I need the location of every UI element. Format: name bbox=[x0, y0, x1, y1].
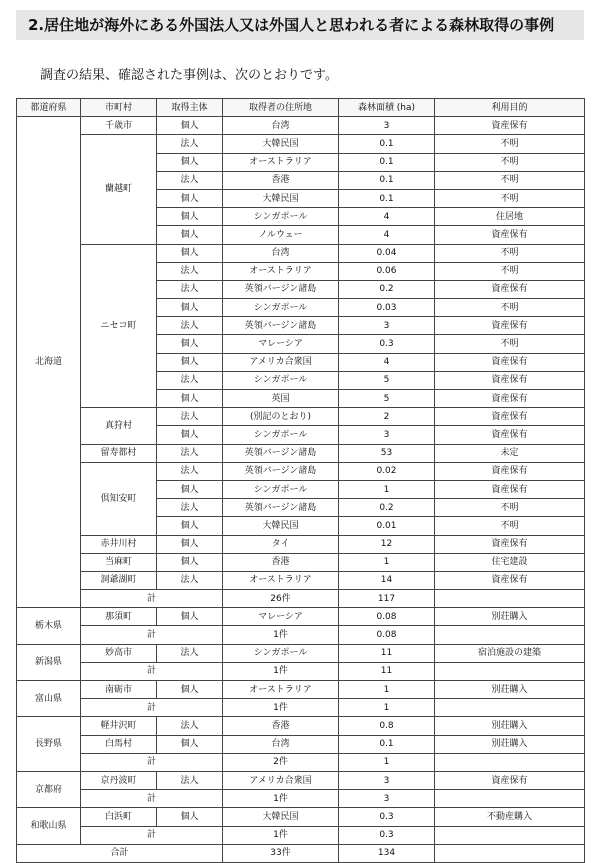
prefecture-cell: 富山県 bbox=[17, 681, 81, 717]
subtotal-count: 1件 bbox=[223, 662, 339, 680]
address-cell: 香港 bbox=[223, 171, 339, 189]
address-cell: アメリカ合衆国 bbox=[223, 771, 339, 789]
prefecture-cell: 京都府 bbox=[17, 771, 81, 807]
municipality-cell: 那須町 bbox=[81, 608, 157, 626]
table-row bbox=[17, 608, 585, 626]
municipality-cell: 留寿都村 bbox=[81, 444, 157, 462]
area-cell: 4 bbox=[339, 208, 435, 226]
area-cell: 0.2 bbox=[339, 280, 435, 298]
entity-cell: 法人 bbox=[157, 317, 223, 335]
address-cell: オーストラリア bbox=[223, 681, 339, 699]
address-cell: オーストラリア bbox=[223, 262, 339, 280]
area-cell: 1 bbox=[339, 480, 435, 498]
entity-cell: 個人 bbox=[157, 390, 223, 408]
area-cell: 0.03 bbox=[339, 299, 435, 317]
entity-cell: 法人 bbox=[157, 499, 223, 517]
area-cell: 3 bbox=[339, 771, 435, 789]
subtotal-area: 0.08 bbox=[339, 626, 435, 644]
entity-cell: 法人 bbox=[157, 408, 223, 426]
entity-cell: 個人 bbox=[157, 808, 223, 826]
table-row bbox=[17, 135, 585, 153]
municipality-cell: 蘭越町 bbox=[81, 135, 157, 244]
municipality-cell: 京丹波町 bbox=[81, 771, 157, 789]
table-row bbox=[17, 444, 585, 462]
address-cell: 大韓民国 bbox=[223, 808, 339, 826]
subtotal-area: 117 bbox=[339, 590, 435, 608]
table-row bbox=[17, 681, 585, 699]
municipality-cell: 白浜町 bbox=[81, 808, 157, 826]
municipality-cell: 洞爺湖町 bbox=[81, 571, 157, 589]
address-cell: タイ bbox=[223, 535, 339, 553]
municipality-cell: 妙高市 bbox=[81, 644, 157, 662]
purpose-cell: 不明 bbox=[435, 135, 585, 153]
area-cell: 3 bbox=[339, 117, 435, 135]
municipality-cell: 南砺市 bbox=[81, 681, 157, 699]
table-row bbox=[17, 644, 585, 662]
subtotal-empty bbox=[435, 590, 585, 608]
table-row bbox=[17, 408, 585, 426]
purpose-cell: 資産保有 bbox=[435, 280, 585, 298]
address-cell: オーストラリア bbox=[223, 571, 339, 589]
subtotal-area: 0.3 bbox=[339, 826, 435, 844]
entity-cell: 法人 bbox=[157, 462, 223, 480]
municipality-cell: 赤井川村 bbox=[81, 535, 157, 553]
subtotal-area: 3 bbox=[339, 790, 435, 808]
table-row bbox=[17, 535, 585, 553]
address-cell: 香港 bbox=[223, 717, 339, 735]
area-cell: 0.1 bbox=[339, 189, 435, 207]
address-cell: シンガポール bbox=[223, 371, 339, 389]
area-cell: 0.06 bbox=[339, 262, 435, 280]
purpose-cell: 資産保有 bbox=[435, 117, 585, 135]
entity-cell: 個人 bbox=[157, 299, 223, 317]
area-cell: 0.2 bbox=[339, 499, 435, 517]
purpose-cell: 住宅建設 bbox=[435, 553, 585, 571]
entity-cell: 法人 bbox=[157, 171, 223, 189]
prefecture-cell: 北海道 bbox=[17, 117, 81, 608]
subtotal-count: 1件 bbox=[223, 699, 339, 717]
subtotal-row bbox=[17, 826, 585, 844]
area-cell: 53 bbox=[339, 444, 435, 462]
table-row bbox=[17, 808, 585, 826]
subtotal-area: 11 bbox=[339, 662, 435, 680]
header-prefecture: 都道府県 bbox=[17, 99, 81, 117]
entity-cell: 個人 bbox=[157, 189, 223, 207]
intro-text: 調査の結果、確認された事例は、次のとおりです。 bbox=[40, 68, 338, 83]
header-area: 森林面積 (ha) bbox=[339, 99, 435, 117]
subtotal-empty bbox=[435, 826, 585, 844]
grand-total-area: 134 bbox=[339, 844, 435, 862]
subtotal-empty bbox=[435, 626, 585, 644]
area-cell: 3 bbox=[339, 317, 435, 335]
purpose-cell: 別荘購入 bbox=[435, 717, 585, 735]
table-row bbox=[17, 717, 585, 735]
subtotal-row bbox=[17, 699, 585, 717]
address-cell: 英領バージン諸島 bbox=[223, 317, 339, 335]
municipality-cell: ニセコ町 bbox=[81, 244, 157, 408]
address-cell: マレーシア bbox=[223, 335, 339, 353]
entity-cell: 個人 bbox=[157, 353, 223, 371]
table-row bbox=[17, 771, 585, 789]
address-cell: 英領バージン諸島 bbox=[223, 444, 339, 462]
entity-cell: 個人 bbox=[157, 208, 223, 226]
purpose-cell: 未定 bbox=[435, 444, 585, 462]
area-cell: 0.01 bbox=[339, 517, 435, 535]
entity-cell: 個人 bbox=[157, 553, 223, 571]
purpose-cell: 資産保有 bbox=[435, 571, 585, 589]
entity-cell: 個人 bbox=[157, 480, 223, 498]
entity-cell: 法人 bbox=[157, 571, 223, 589]
subtotal-empty bbox=[435, 753, 585, 771]
address-cell: 大韓民国 bbox=[223, 517, 339, 535]
subtotal-row bbox=[17, 790, 585, 808]
subtotal-label: 計 bbox=[81, 699, 223, 717]
area-cell: 2 bbox=[339, 408, 435, 426]
purpose-cell: 住居地 bbox=[435, 208, 585, 226]
address-cell: 英領バージン諸島 bbox=[223, 462, 339, 480]
header-row bbox=[17, 99, 585, 117]
municipality-cell: 当麻町 bbox=[81, 553, 157, 571]
grand-total-count: 33件 bbox=[223, 844, 339, 862]
purpose-cell: 資産保有 bbox=[435, 371, 585, 389]
entity-cell: 法人 bbox=[157, 135, 223, 153]
purpose-cell: 資産保有 bbox=[435, 408, 585, 426]
area-cell: 14 bbox=[339, 571, 435, 589]
address-cell: 台湾 bbox=[223, 735, 339, 753]
subtotal-count: 1件 bbox=[223, 626, 339, 644]
municipality-cell: 千歳市 bbox=[81, 117, 157, 135]
address-cell: 台湾 bbox=[223, 244, 339, 262]
entity-cell: 個人 bbox=[157, 426, 223, 444]
area-cell: 0.3 bbox=[339, 808, 435, 826]
area-cell: 0.8 bbox=[339, 717, 435, 735]
subtotal-label: 計 bbox=[81, 826, 223, 844]
area-cell: 0.08 bbox=[339, 608, 435, 626]
entity-cell: 法人 bbox=[157, 444, 223, 462]
purpose-cell: 資産保有 bbox=[435, 535, 585, 553]
address-cell: シンガポール bbox=[223, 208, 339, 226]
purpose-cell: 資産保有 bbox=[435, 480, 585, 498]
prefecture-cell: 新潟県 bbox=[17, 644, 81, 680]
area-cell: 0.04 bbox=[339, 244, 435, 262]
subtotal-label: 計 bbox=[81, 790, 223, 808]
entity-cell: 個人 bbox=[157, 681, 223, 699]
area-cell: 5 bbox=[339, 390, 435, 408]
subtotal-count: 26件 bbox=[223, 590, 339, 608]
address-cell: 英領バージン諸島 bbox=[223, 280, 339, 298]
entity-cell: 法人 bbox=[157, 371, 223, 389]
table-row bbox=[17, 117, 585, 135]
area-cell: 5 bbox=[339, 371, 435, 389]
entity-cell: 個人 bbox=[157, 517, 223, 535]
address-cell: シンガポール bbox=[223, 480, 339, 498]
address-cell: (別記のとおり) bbox=[223, 408, 339, 426]
municipality-cell: 真狩村 bbox=[81, 408, 157, 444]
address-cell: アメリカ合衆国 bbox=[223, 353, 339, 371]
subtotal-area: 1 bbox=[339, 753, 435, 771]
table-row bbox=[17, 571, 585, 589]
table-row bbox=[17, 735, 585, 753]
area-cell: 4 bbox=[339, 226, 435, 244]
subtotal-count: 1件 bbox=[223, 826, 339, 844]
subtotal-empty bbox=[435, 699, 585, 717]
area-cell: 4 bbox=[339, 353, 435, 371]
purpose-cell: 不明 bbox=[435, 189, 585, 207]
table-row bbox=[17, 244, 585, 262]
entity-cell: 個人 bbox=[157, 735, 223, 753]
address-cell: シンガポール bbox=[223, 644, 339, 662]
entity-cell: 法人 bbox=[157, 280, 223, 298]
area-cell: 1 bbox=[339, 681, 435, 699]
purpose-cell: 不明 bbox=[435, 335, 585, 353]
purpose-cell: 不明 bbox=[435, 262, 585, 280]
entity-cell: 個人 bbox=[157, 244, 223, 262]
grand-total-label: 合計 bbox=[17, 844, 223, 862]
area-cell: 0.1 bbox=[339, 135, 435, 153]
address-cell: 大韓民国 bbox=[223, 189, 339, 207]
address-cell: マレーシア bbox=[223, 608, 339, 626]
purpose-cell: 不明 bbox=[435, 499, 585, 517]
purpose-cell: 資産保有 bbox=[435, 317, 585, 335]
purpose-cell: 不明 bbox=[435, 244, 585, 262]
prefecture-cell: 栃木県 bbox=[17, 608, 81, 644]
municipality-cell: 倶知安町 bbox=[81, 462, 157, 535]
purpose-cell: 別荘購入 bbox=[435, 681, 585, 699]
entity-cell: 個人 bbox=[157, 153, 223, 171]
subtotal-row bbox=[17, 753, 585, 771]
subtotal-empty bbox=[435, 790, 585, 808]
area-cell: 0.1 bbox=[339, 171, 435, 189]
purpose-cell: 資産保有 bbox=[435, 390, 585, 408]
subtotal-label: 計 bbox=[81, 626, 223, 644]
purpose-cell: 資産保有 bbox=[435, 226, 585, 244]
address-cell: 香港 bbox=[223, 553, 339, 571]
subtotal-label: 計 bbox=[81, 662, 223, 680]
subtotal-empty bbox=[435, 662, 585, 680]
subtotal-count: 1件 bbox=[223, 790, 339, 808]
grand-total-empty bbox=[435, 844, 585, 862]
forest-acquisition-table bbox=[16, 98, 585, 863]
subtotal-row bbox=[17, 626, 585, 644]
header-municipality: 市町村 bbox=[81, 99, 157, 117]
grand-total-row bbox=[17, 844, 585, 862]
entity-cell: 個人 bbox=[157, 226, 223, 244]
address-cell: 大韓民国 bbox=[223, 135, 339, 153]
area-cell: 0.1 bbox=[339, 153, 435, 171]
entity-cell: 法人 bbox=[157, 771, 223, 789]
area-cell: 0.1 bbox=[339, 735, 435, 753]
table-row bbox=[17, 553, 585, 571]
area-cell: 0.3 bbox=[339, 335, 435, 353]
area-cell: 12 bbox=[339, 535, 435, 553]
purpose-cell: 別荘購入 bbox=[435, 735, 585, 753]
address-cell: ノルウェー bbox=[223, 226, 339, 244]
area-cell: 0.02 bbox=[339, 462, 435, 480]
subtotal-label: 計 bbox=[81, 753, 223, 771]
subtotal-row bbox=[17, 590, 585, 608]
table-row bbox=[17, 462, 585, 480]
prefecture-cell: 和歌山県 bbox=[17, 808, 81, 844]
purpose-cell: 資産保有 bbox=[435, 462, 585, 480]
address-cell: 台湾 bbox=[223, 117, 339, 135]
entity-cell: 法人 bbox=[157, 717, 223, 735]
entity-cell: 法人 bbox=[157, 644, 223, 662]
purpose-cell: 不動産購入 bbox=[435, 808, 585, 826]
municipality-cell: 軽井沢町 bbox=[81, 717, 157, 735]
entity-cell: 個人 bbox=[157, 535, 223, 553]
purpose-cell: 不明 bbox=[435, 153, 585, 171]
entity-cell: 個人 bbox=[157, 608, 223, 626]
purpose-cell: 資産保有 bbox=[435, 426, 585, 444]
purpose-cell: 資産保有 bbox=[435, 353, 585, 371]
purpose-cell: 不明 bbox=[435, 517, 585, 535]
subtotal-label: 計 bbox=[81, 590, 223, 608]
address-cell: オーストラリア bbox=[223, 153, 339, 171]
header-entity: 取得主体 bbox=[157, 99, 223, 117]
purpose-cell: 不明 bbox=[435, 171, 585, 189]
entity-cell: 個人 bbox=[157, 117, 223, 135]
address-cell: 英領バージン諸島 bbox=[223, 499, 339, 517]
entity-cell: 個人 bbox=[157, 335, 223, 353]
subtotal-row bbox=[17, 662, 585, 680]
area-cell: 3 bbox=[339, 426, 435, 444]
header-purpose: 利用目的 bbox=[435, 99, 585, 117]
subtotal-count: 2件 bbox=[223, 753, 339, 771]
subtotal-area: 1 bbox=[339, 699, 435, 717]
address-cell: シンガポール bbox=[223, 299, 339, 317]
section-heading: 2.居住地が海外にある外国法人又は外国人と思われる者による森林取得の事例 bbox=[16, 10, 584, 40]
municipality-cell: 白馬村 bbox=[81, 735, 157, 753]
purpose-cell: 宿泊施設の建築 bbox=[435, 644, 585, 662]
header-address: 取得者の住所地 bbox=[223, 99, 339, 117]
address-cell: シンガポール bbox=[223, 426, 339, 444]
purpose-cell: 別荘購入 bbox=[435, 608, 585, 626]
purpose-cell: 不明 bbox=[435, 299, 585, 317]
prefecture-cell: 長野県 bbox=[17, 717, 81, 772]
address-cell: 英国 bbox=[223, 390, 339, 408]
purpose-cell: 資産保有 bbox=[435, 771, 585, 789]
area-cell: 1 bbox=[339, 553, 435, 571]
area-cell: 11 bbox=[339, 644, 435, 662]
entity-cell: 法人 bbox=[157, 262, 223, 280]
